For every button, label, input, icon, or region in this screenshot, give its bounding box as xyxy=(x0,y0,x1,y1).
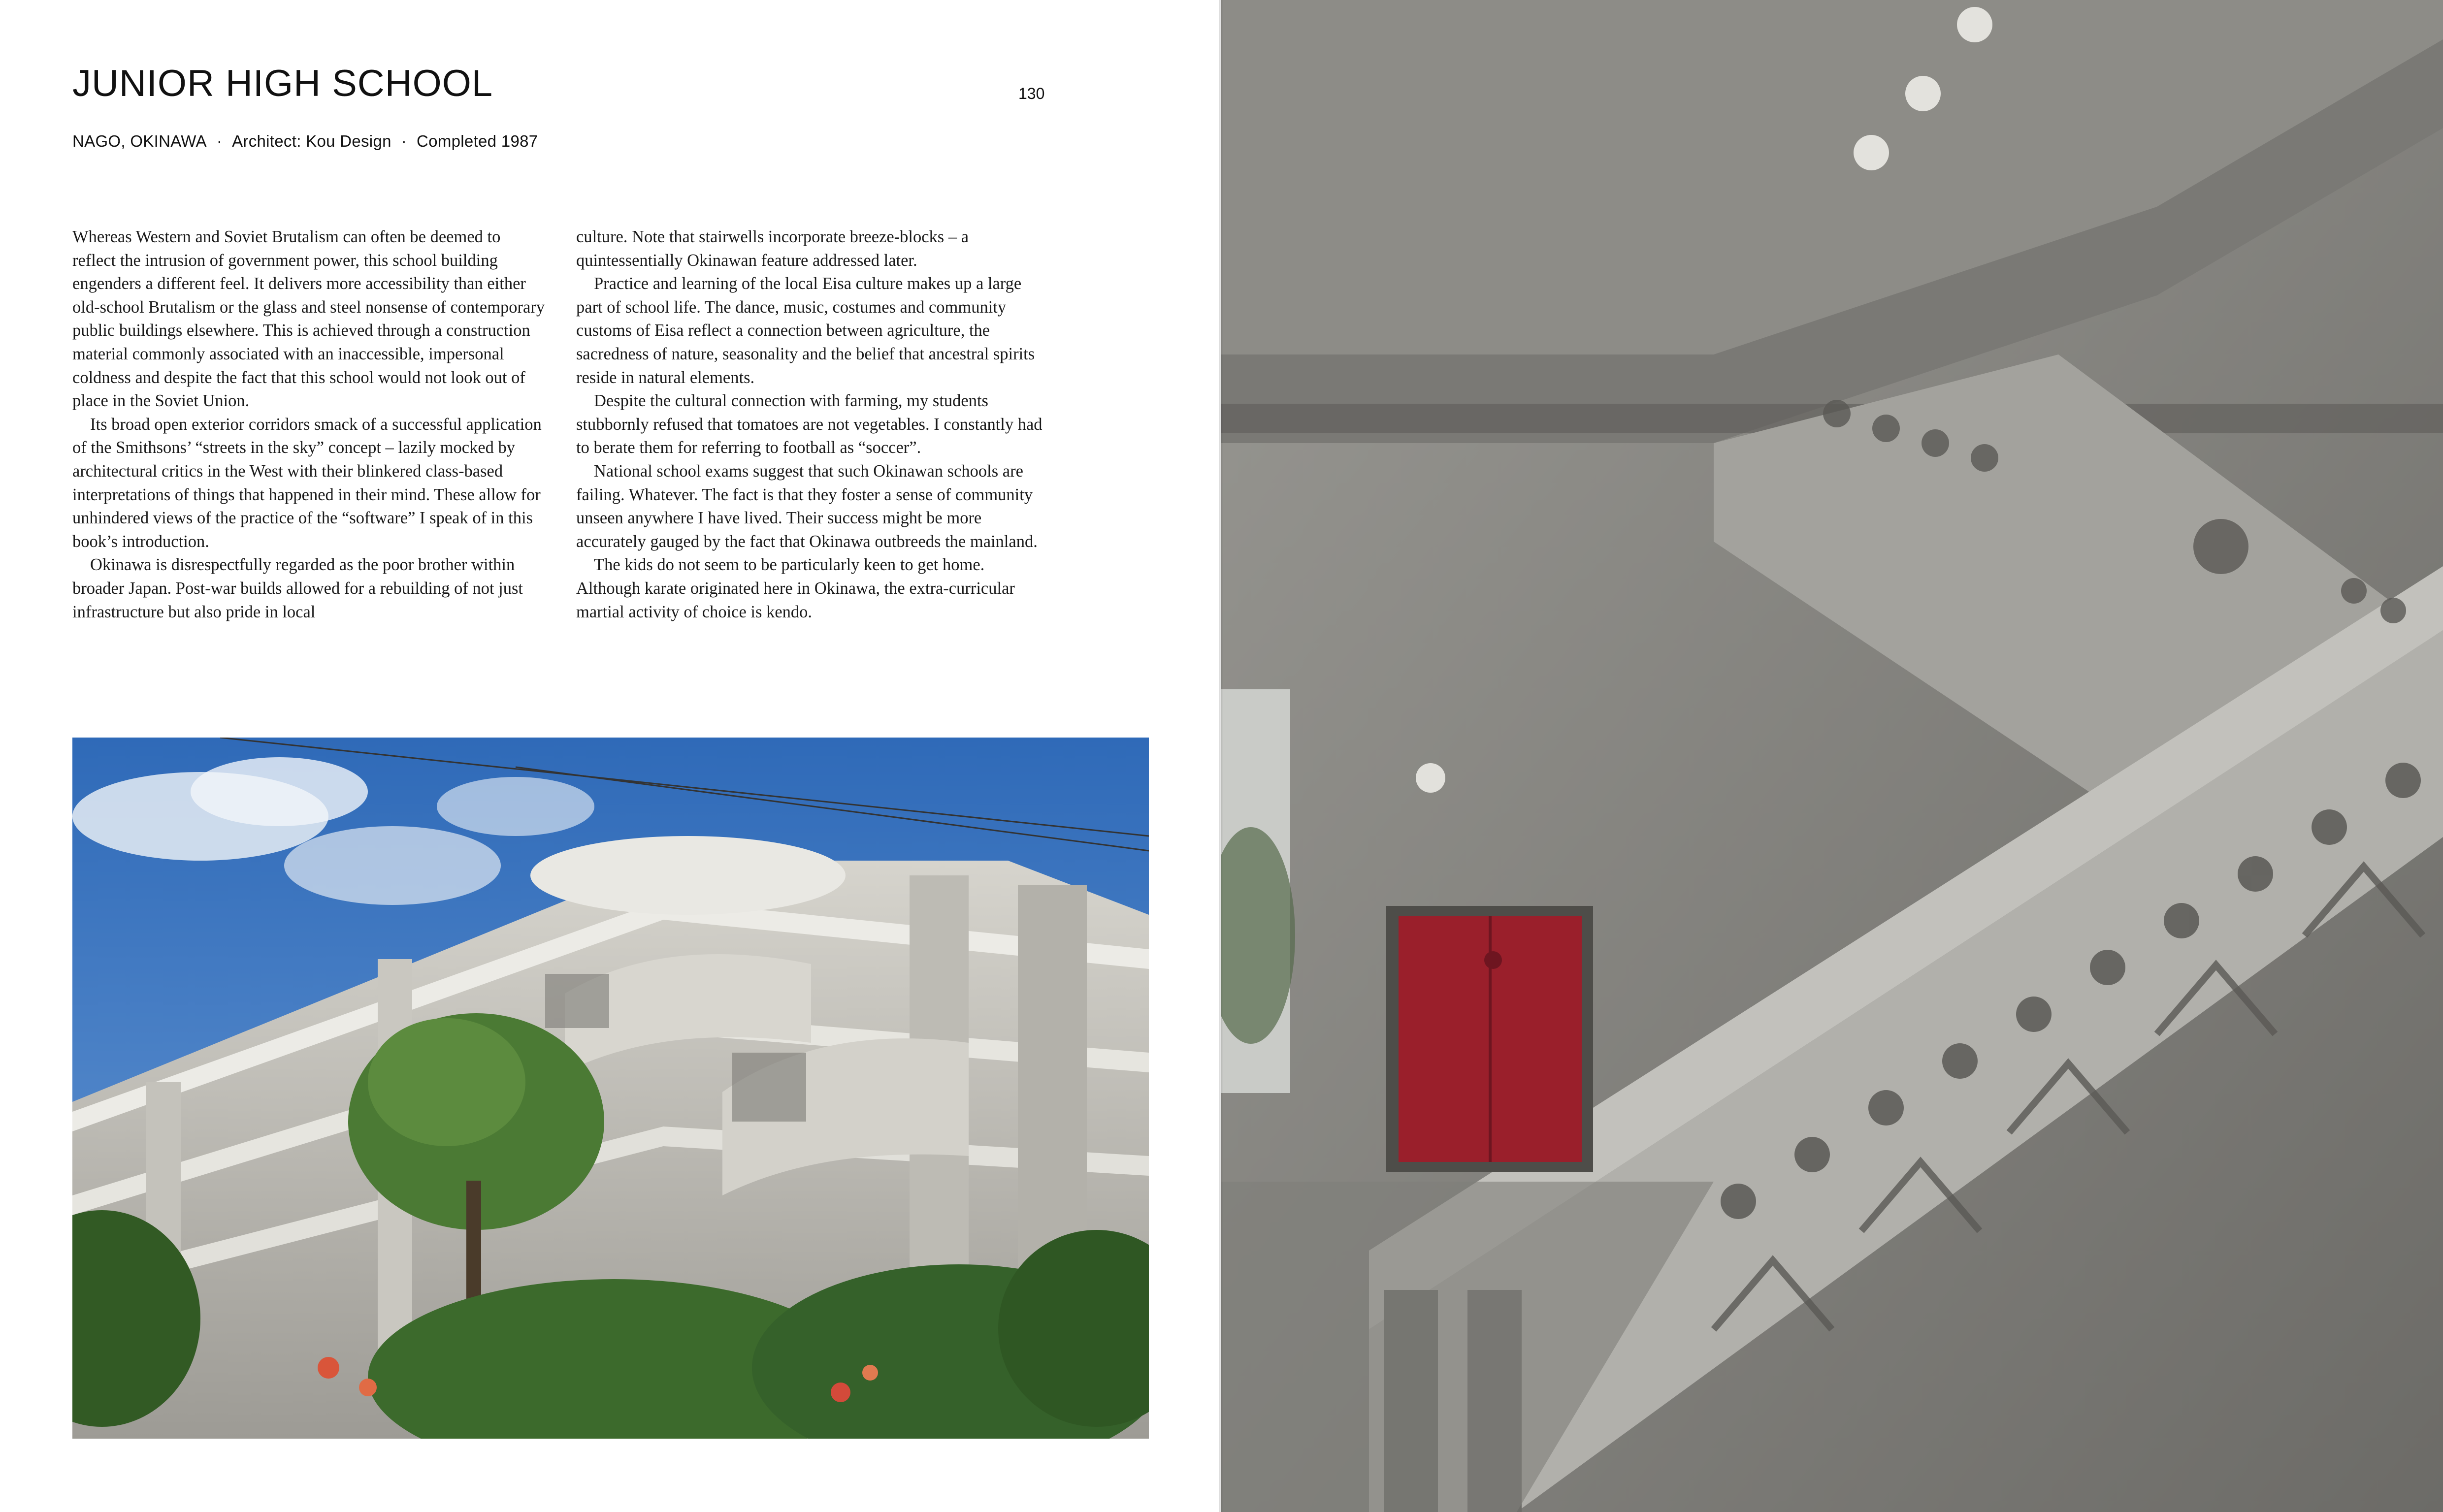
paragraph: Despite the cultural connection with farming, my students stubbornly refused that tomatoes are not vegetables. I constantly had to berate them for referring to football as “soccer”. xyxy=(576,391,1042,457)
paragraph: Whereas Western and Soviet Brutalism can often be deemed to reflect the intrusion of government power, this school building engenders a different feel. It delivers more accessibility than either old-school Brutalism or the glass and steel nonsense of contemporary public buildings elsewhere. This is achieved through a construction material commonly associated with an inaccessible, impersonal coldness and despite the fact that this school would not look out of place in the Soviet Union. xyxy=(72,227,545,411)
stairwell-illustration xyxy=(1221,0,2443,1512)
body-column-2 xyxy=(576,225,1049,624)
project-meta xyxy=(72,132,538,151)
school-building-photo xyxy=(72,738,1149,1439)
completed-label: Completed 1987 xyxy=(417,132,538,150)
meta-separator: · xyxy=(401,132,407,150)
paragraph: Okinawa is disrespectfully regarded as the poor brother within broader Japan. Post-war builds allowed for a rebuilding of not just infrastructure but also pride in local xyxy=(72,555,523,621)
paragraph: Its broad open exterior corridors smack of a successful application of the Smithsons’ “streets in the sky” concept – lazily mocked by architectural critics in the West with their blinkered class-based interpretations of things that happened in their mind. These allow for unhindered views of the practice of the “software” I speak of in this book’s introduction. xyxy=(72,415,542,551)
page-title: JUNIOR HIGH SCHOOL xyxy=(72,63,493,104)
paragraph: Practice and learning of the local Eisa culture makes up a large part of school life. The dance, music, costumes and community customs of Eisa reflect a connection between agriculture, the sacredness of nature, seasonality and the belief that ancestral spirits reside in natural elements. xyxy=(576,274,1035,387)
book-gutter xyxy=(1219,0,1223,1512)
stairwell-photo xyxy=(1221,0,2443,1512)
school-building-illustration xyxy=(72,738,1149,1439)
body-column-1 xyxy=(72,225,545,624)
meta-separator: · xyxy=(216,132,223,150)
location-label: NAGO, OKINAWA xyxy=(72,132,207,150)
paragraph: National school exams suggest that such Okinawan schools are failing. Whatever. The fact is that they foster a sense of community unseen anywhere I have lived. Their success might be more accurately gauged by the fact that Okinawa outbreeds the mainland. xyxy=(576,461,1038,551)
paragraph: culture. Note that stairwells incorporate breeze-blocks – a quintessentially Okinawan feature addressed later. xyxy=(576,227,969,270)
page-number: 130 xyxy=(1018,85,1045,102)
paragraph: The kids do not seem to be particularly keen to get home. Although karate originated here in Okinawa, the extra-curricular martial activity of choice is kendo. xyxy=(576,555,1015,621)
left-page xyxy=(0,0,1221,1512)
architect-label: Architect: Kou Design xyxy=(232,132,391,150)
